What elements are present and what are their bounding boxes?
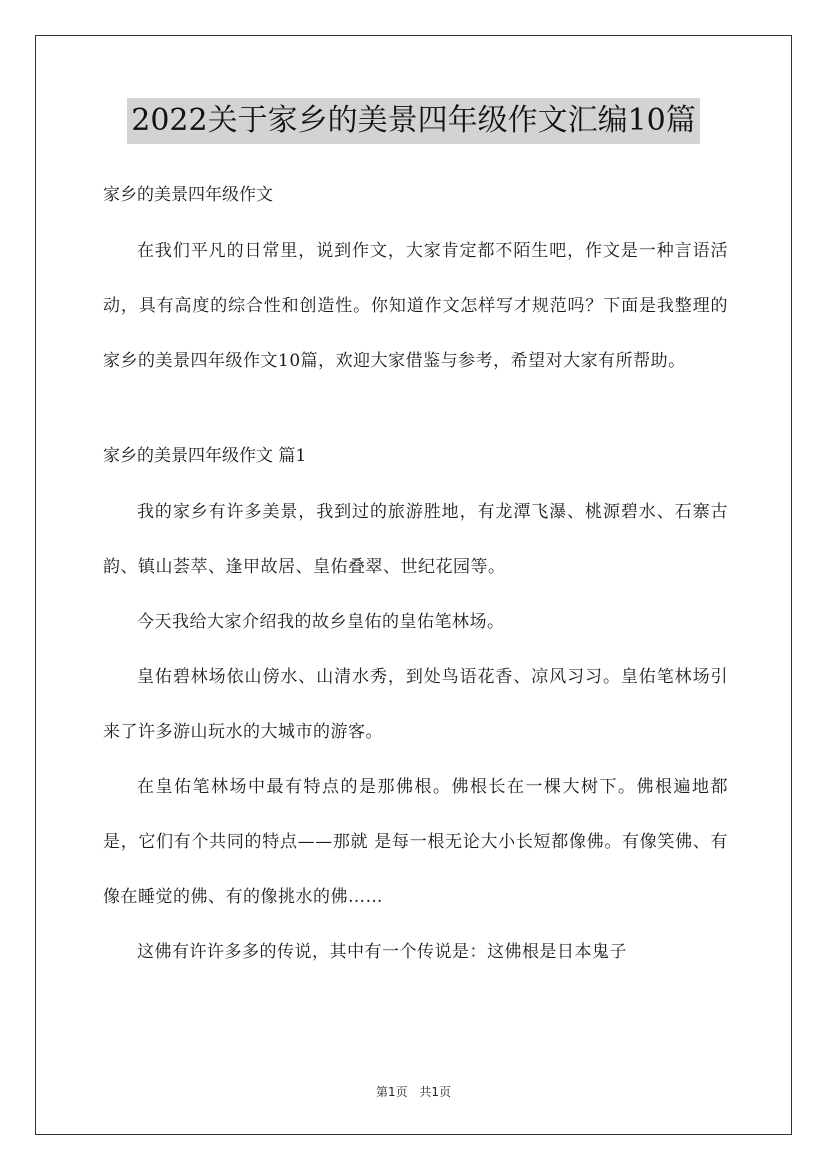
page-footer bbox=[0, 1083, 827, 1100]
article-paragraph: 今天我给大家介绍我的故乡皇佑的皇佑笔林场。 bbox=[137, 612, 505, 632]
page-total: 共1页 bbox=[419, 1085, 452, 1099]
article-paragraph: 皇佑碧林场依山傍水、山清水秀，到处鸟语花香、凉风习习。皇佑笔林场引来了许多游山玩水的大城市的游客。 bbox=[103, 667, 728, 742]
article-heading: 家乡的美景四年级作文 篇1 bbox=[103, 446, 307, 466]
page-number: 第1页 bbox=[375, 1085, 408, 1099]
intro-heading: 家乡的美景四年级作文 bbox=[103, 185, 273, 205]
article-paragraph: 这佛有许许多多的传说，其中有一个传说是：这佛根是日本鬼子 bbox=[137, 942, 627, 962]
intro-paragraph: 在我们平凡的日常里，说到作文，大家肯定都不陌生吧，作文是一种言语活动，具有高度的综合性和创造性。你知道作文怎样写才规范吗？下面是我整理的家乡的美景四年级作文10篇，欢迎大家借鉴与参考，希望对大家有所帮助。 bbox=[103, 241, 728, 371]
section-spacer bbox=[103, 389, 728, 431]
document-title: 2022关于家乡的美景四年级作文汇编10篇 bbox=[127, 98, 700, 144]
title-area bbox=[0, 98, 827, 144]
article-paragraph: 我的家乡有许多美景，我到过的旅游胜地，有龙潭飞瀑、桃源碧水、石寨古韵、镇山荟萃、逢甲故居、皇佑叠翠、世纪花园等。 bbox=[103, 502, 728, 577]
document-body bbox=[103, 170, 728, 980]
article-paragraph: 在皇佑笔林场中最有特点的是那佛根。佛根长在一棵大树下。佛根遍地都是，它们有个共同的特点——那就 是每一根无论大小长短都像佛。有像笑佛、有像在睡觉的佛、有的像挑水的佛…… bbox=[103, 777, 728, 907]
